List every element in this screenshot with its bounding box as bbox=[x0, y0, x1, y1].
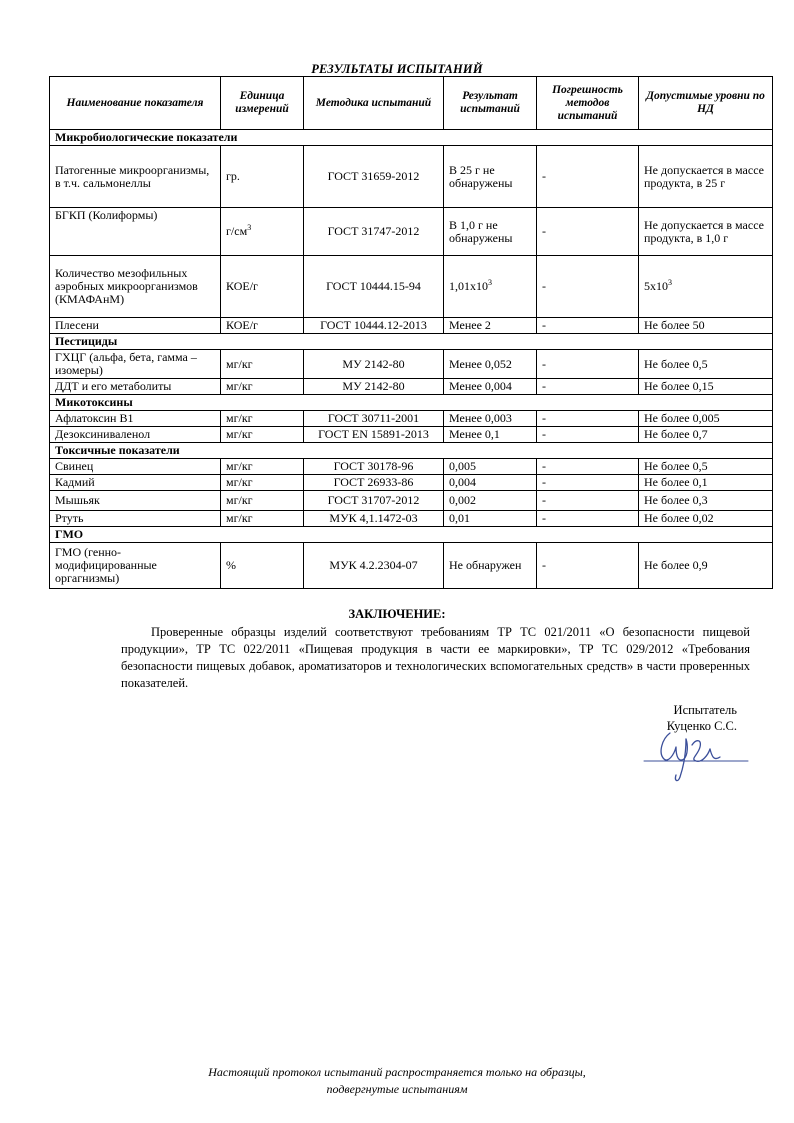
cell-norm: Не более 0,02 bbox=[639, 511, 773, 527]
cell-method: ГОСТ 31707-2012 bbox=[304, 491, 444, 511]
cell-error: - bbox=[537, 208, 639, 256]
cell-name: ГХЦГ (альфа, бета, гамма –изомеры) bbox=[50, 350, 221, 379]
cell-result: Менее 2 bbox=[444, 318, 537, 334]
table-row bbox=[50, 543, 773, 589]
cell-unit: мг/кг bbox=[221, 379, 304, 395]
section-mycotoxins: Микотоксины bbox=[50, 395, 773, 411]
cell-unit: КОЕ/г bbox=[221, 256, 304, 318]
footer-note bbox=[0, 1064, 794, 1098]
cell-error: - bbox=[537, 256, 639, 318]
cell-result bbox=[444, 256, 537, 318]
table-row bbox=[50, 459, 773, 475]
unit-superscript: 3 bbox=[247, 223, 252, 232]
header-unit: Единица измерений bbox=[221, 77, 304, 130]
cell-error: - bbox=[537, 491, 639, 511]
cell-name: Кадмий bbox=[50, 475, 221, 491]
cell-method: МУ 2142-80 bbox=[304, 379, 444, 395]
footer-line-2: подвергнутые испытаниям bbox=[326, 1082, 468, 1096]
cell-result: В 25 г не обнаружены bbox=[444, 146, 537, 208]
cell-unit: гр. bbox=[221, 146, 304, 208]
cell-error: - bbox=[537, 411, 639, 427]
table-row bbox=[50, 491, 773, 511]
cell-name: Количество мезофильных аэробных микроорганизмов (КМАФАнМ) bbox=[50, 256, 221, 318]
cell-error: - bbox=[537, 379, 639, 395]
cell-error: - bbox=[537, 459, 639, 475]
header-error: Погрешность методов испытаний bbox=[537, 77, 639, 130]
cell-method: ГОСТ 31747-2012 bbox=[304, 208, 444, 256]
unit-text: г/см bbox=[226, 224, 248, 238]
cell-norm: Не более 0,9 bbox=[639, 543, 773, 589]
cell-error: - bbox=[537, 146, 639, 208]
cell-error: - bbox=[537, 475, 639, 491]
cell-unit: КОЕ/г bbox=[221, 318, 304, 334]
section-row bbox=[50, 527, 773, 543]
cell-method: МУК 4,1.1472-03 bbox=[304, 511, 444, 527]
section-gmo: ГМО bbox=[50, 527, 773, 543]
cell-name: Патогенные микроорганизмы, в т.ч. сальмонеллы bbox=[50, 146, 221, 208]
cell-norm: Не более 0,5 bbox=[639, 350, 773, 379]
cell-name: Ртуть bbox=[50, 511, 221, 527]
cell-unit: мг/кг bbox=[221, 491, 304, 511]
table-row bbox=[50, 350, 773, 379]
tester-role: Испытатель bbox=[673, 703, 737, 717]
cell-name: Афлатоксин В1 bbox=[50, 411, 221, 427]
cell-result: Менее 0,052 bbox=[444, 350, 537, 379]
cell-unit: мг/кг bbox=[221, 350, 304, 379]
table-row bbox=[50, 318, 773, 334]
cell-error: - bbox=[537, 427, 639, 443]
cell-result: Менее 0,004 bbox=[444, 379, 537, 395]
cell-unit: мг/кг bbox=[221, 459, 304, 475]
cell-method: ГОСТ 31659-2012 bbox=[304, 146, 444, 208]
cell-method: ГОСТ 10444.12-2013 bbox=[304, 318, 444, 334]
cell-name: ГМО (генно-модифицированные оргагнизмы) bbox=[50, 543, 221, 589]
table-row bbox=[50, 475, 773, 491]
table-row bbox=[50, 379, 773, 395]
cell-norm: Не допускается в массе продукта, в 1,0 г bbox=[639, 208, 773, 256]
cell-error: - bbox=[537, 543, 639, 589]
cell-error: - bbox=[537, 350, 639, 379]
table-header-row bbox=[50, 77, 773, 130]
cell-name: Мышьяк bbox=[50, 491, 221, 511]
cell-result: Менее 0,003 bbox=[444, 411, 537, 427]
header-norm: Допустимые уровни по НД bbox=[639, 77, 773, 130]
cell-method: ГОСТ 30178-96 bbox=[304, 459, 444, 475]
cell-norm: Не более 0,15 bbox=[639, 379, 773, 395]
cell-result: Не обнаружен bbox=[444, 543, 537, 589]
section-toxic: Токсичные показатели bbox=[50, 443, 773, 459]
cell-error: - bbox=[537, 511, 639, 527]
cell-result: 0,004 bbox=[444, 475, 537, 491]
header-result: Результат испытаний bbox=[444, 77, 537, 130]
conclusion-text: Проверенные образцы изделий соответствуют требованиям ТР ТС 021/2011 «О безопасности пищевой продукции», ТР ТС 022/2011 «Пищевая продукция в части ее маркировки», ТР ТС 029/2012 «Требования безопасности пищевых добавок, ароматизаторов и технологических вспомогательных средств» в части проверенных показателей. bbox=[121, 625, 750, 690]
conclusion-title: ЗАКЛЮЧЕНИЕ: bbox=[348, 607, 446, 621]
norm-text: 5x10 bbox=[644, 279, 668, 293]
cell-norm: Не более 0,7 bbox=[639, 427, 773, 443]
cell-method: ГОСТ EN 15891-2013 bbox=[304, 427, 444, 443]
cell-name: Свинец bbox=[50, 459, 221, 475]
cell-error: - bbox=[537, 318, 639, 334]
cell-norm bbox=[639, 256, 773, 318]
cell-norm: Не более 50 bbox=[639, 318, 773, 334]
table-row bbox=[50, 427, 773, 443]
cell-result: 0,005 bbox=[444, 459, 537, 475]
cell-method: МУК 4.2.2304-07 bbox=[304, 543, 444, 589]
section-row bbox=[50, 443, 773, 459]
cell-result: 0,002 bbox=[444, 491, 537, 511]
cell-unit: мг/кг bbox=[221, 427, 304, 443]
cell-name: Дезоксиниваленол bbox=[50, 427, 221, 443]
table-row bbox=[50, 208, 773, 256]
result-superscript: 3 bbox=[488, 278, 492, 287]
cell-method: ГОСТ 10444.15-94 bbox=[304, 256, 444, 318]
norm-superscript: 3 bbox=[668, 278, 672, 287]
cell-result: 0,01 bbox=[444, 511, 537, 527]
result-text: 1,01x10 bbox=[449, 279, 488, 293]
section-row bbox=[50, 334, 773, 350]
table-row bbox=[50, 411, 773, 427]
cell-unit: % bbox=[221, 543, 304, 589]
cell-unit: мг/кг bbox=[221, 411, 304, 427]
cell-unit: мг/кг bbox=[221, 511, 304, 527]
tester-name: Куценко С.С. bbox=[666, 719, 737, 733]
cell-name: БГКП (Колиформы) bbox=[50, 208, 221, 256]
table-row bbox=[50, 511, 773, 527]
header-name: Наименование показателя bbox=[50, 77, 221, 130]
document-title: РЕЗУЛЬТАТЫ ИСПЫТАНИЙ bbox=[311, 62, 483, 76]
footer-line-1: Настоящий протокол испытаний распространяется только на образцы, bbox=[208, 1065, 586, 1079]
cell-method: ГОСТ 26933-86 bbox=[304, 475, 444, 491]
cell-norm: Не более 0,1 bbox=[639, 475, 773, 491]
cell-method: ГОСТ 30711-2001 bbox=[304, 411, 444, 427]
header-method: Методика испытаний bbox=[304, 77, 444, 130]
section-row bbox=[50, 130, 773, 146]
cell-method: МУ 2142-80 bbox=[304, 350, 444, 379]
cell-norm: Не более 0,005 bbox=[639, 411, 773, 427]
section-row bbox=[50, 395, 773, 411]
cell-name: Плесени bbox=[50, 318, 221, 334]
cell-unit: мг/кг bbox=[221, 475, 304, 491]
cell-norm: Не допускается в массе продукта, в 25 г bbox=[639, 146, 773, 208]
table-row bbox=[50, 256, 773, 318]
cell-norm: Не более 0,3 bbox=[639, 491, 773, 511]
cell-name: ДДТ и его метаболиты bbox=[50, 379, 221, 395]
cell-norm: Не более 0,5 bbox=[639, 459, 773, 475]
signature-image bbox=[640, 725, 750, 785]
section-microbiology: Микробиологические показатели bbox=[50, 130, 773, 146]
table-row bbox=[50, 146, 773, 208]
cell-unit bbox=[221, 208, 304, 256]
section-pesticides: Пестициды bbox=[50, 334, 773, 350]
cell-result: В 1,0 г не обнаружены bbox=[444, 208, 537, 256]
cell-result: Менее 0,1 bbox=[444, 427, 537, 443]
results-table bbox=[49, 76, 773, 589]
